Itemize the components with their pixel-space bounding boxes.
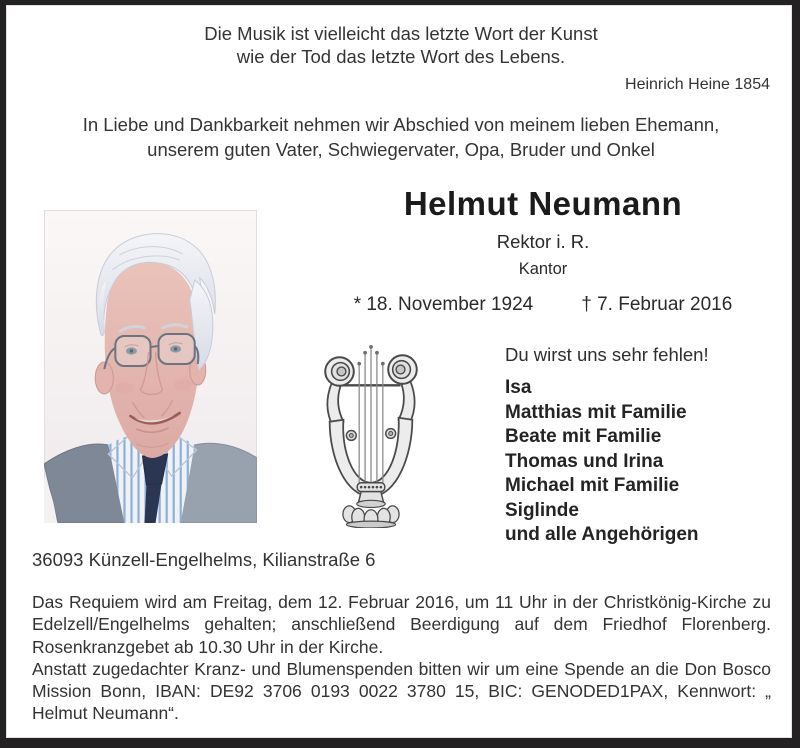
intro-block — [32, 112, 770, 162]
address-line: 36093 Künzell-Engelhelms, Kilianstraße 6 — [32, 549, 376, 570]
intro-line-1: In Liebe und Dankbarkeit nehmen wir Abschied von meinem lieben Ehemann, — [82, 114, 720, 135]
announcements-block — [32, 591, 771, 725]
death-date: † 7. Februar 2016 — [581, 294, 733, 315]
farewell-column — [505, 344, 775, 548]
quote-block — [32, 22, 770, 68]
mourner-name: Matthias mit Familie — [505, 401, 687, 423]
quote-line-2: wie der Tod das letzte Wort des Lebens. — [236, 46, 566, 67]
mourner-name: Michael mit Familie — [505, 475, 680, 496]
quote-attribution: Heinrich Heine 1854 — [625, 76, 770, 93]
life-dates — [316, 294, 770, 316]
portrait-photo — [44, 210, 257, 523]
mourner-name: und alle Angehörigen — [505, 524, 699, 545]
deceased-name: Helmut Neumann — [403, 185, 683, 222]
mourner-name: Isa — [505, 377, 532, 398]
lyre-icon-image — [306, 339, 436, 528]
farewell-message: Du wirst uns sehr fehlen! — [505, 344, 709, 365]
portrait-photo-image — [44, 210, 257, 523]
intro-line-2: unserem guten Vater, Schwiegervater, Opa, Bruder und Onkel — [147, 139, 655, 160]
mourner-name: Thomas und Irina — [505, 450, 664, 472]
mourner-name: Beate mit Familie — [505, 426, 662, 447]
requiem-paragraph: Das Requiem wird am Freitag, dem 12. Februar 2016, um 11 Uhr in der Christkönig-Kirche zu Edelzell/Engelhelms gehalten; anschließend Beerdigung auf dem Friedhof Florenberg. Rosenkranzgebet ab 10.30 Uhr in der Kirche. — [32, 592, 771, 657]
lyre-icon — [306, 339, 436, 528]
donation-paragraph: Anstatt zugedachter Kranz- und Blumenspenden bitten wir um eine Spende an die Don Bosco Mission Bonn, IBAN: DE92 3706 0193 0022 3780 15, BIC: GENODED1PAX, Kennwort: „ Helmut Neumann“. — [32, 658, 771, 724]
quote-line-1: Die Musik ist vielleicht das letzte Wort der Kunst — [204, 23, 598, 44]
mourner-name: Siglinde — [505, 499, 579, 521]
deceased-title-kantor: Kantor — [518, 260, 568, 278]
mourners-list — [505, 376, 775, 548]
birth-date: * 18. November 1924 — [353, 294, 534, 315]
deceased-block — [316, 186, 770, 316]
deceased-title-rektor: Rektor i. R. — [496, 231, 590, 252]
